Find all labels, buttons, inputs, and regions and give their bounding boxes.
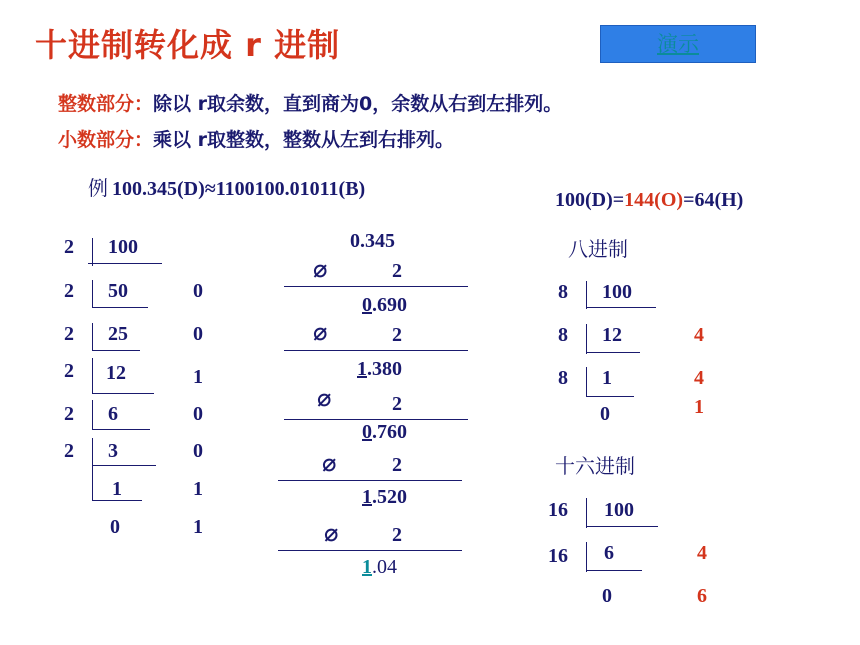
quotient: 1 bbox=[112, 478, 122, 500]
remainder: 0 bbox=[193, 440, 203, 462]
divisor: 8 bbox=[558, 324, 568, 346]
quotient: 25 bbox=[108, 323, 128, 345]
demo-button[interactable] bbox=[600, 25, 756, 63]
quotient: 100 bbox=[602, 281, 632, 303]
divisor: 2 bbox=[64, 440, 74, 462]
multiplier: 2 bbox=[392, 393, 402, 415]
remainder: 1 bbox=[193, 516, 203, 538]
remainder: 6 bbox=[697, 585, 707, 607]
multiply-icon: ⌀ bbox=[313, 318, 328, 346]
remainder: 0 bbox=[193, 403, 203, 425]
step-result: 1.04 bbox=[362, 556, 397, 578]
quotient: 100 bbox=[604, 499, 634, 521]
remainder: 1 bbox=[193, 366, 203, 388]
quotient: 12 bbox=[602, 324, 622, 346]
remainder: 0 bbox=[193, 280, 203, 302]
multiply-icon: ⌀ bbox=[313, 255, 328, 283]
multiplier: 2 bbox=[392, 524, 402, 546]
quotient: 50 bbox=[108, 280, 128, 302]
remainder: 0 bbox=[193, 323, 203, 345]
divisor: 16 bbox=[548, 499, 568, 521]
integer-rule: 整数部分：除以 r取余数，直到商为0，余数从右到左排列。 bbox=[58, 93, 563, 115]
quotient: 0 bbox=[110, 516, 120, 538]
conversion-result: 100(D)=144(O)=64(H) bbox=[555, 189, 744, 211]
multiply-icon: ⌀ bbox=[322, 449, 337, 477]
page-title: 十进制转化成 r 进制 bbox=[35, 26, 341, 64]
remainder: 4 bbox=[694, 367, 704, 389]
quotient: 100 bbox=[108, 236, 138, 258]
remainder: 1 bbox=[694, 396, 704, 418]
quotient: 3 bbox=[108, 440, 118, 462]
multiplier: 2 bbox=[392, 454, 402, 476]
divisor: 2 bbox=[64, 323, 74, 345]
step-result: 0.690 bbox=[362, 294, 407, 316]
example-line: 例 100.345(D)≈1100100.01011(B) bbox=[88, 176, 366, 200]
demo-link[interactable]: 演示 bbox=[657, 32, 699, 56]
quotient: 6 bbox=[604, 542, 614, 564]
step-result: 0.760 bbox=[362, 421, 407, 443]
divisor: 2 bbox=[64, 360, 74, 382]
quotient: 1 bbox=[602, 367, 612, 389]
multiply-icon: ⌀ bbox=[317, 384, 332, 412]
octal-label: 八进制 bbox=[568, 237, 628, 261]
quotient: 0 bbox=[602, 585, 612, 607]
divisor: 2 bbox=[64, 236, 74, 258]
divisor: 8 bbox=[558, 281, 568, 303]
multiply-icon: ⌀ bbox=[324, 519, 339, 547]
quotient: 6 bbox=[108, 403, 118, 425]
divisor: 2 bbox=[64, 403, 74, 425]
remainder: 1 bbox=[193, 478, 203, 500]
start-value: 0.345 bbox=[350, 230, 395, 252]
divisor: 16 bbox=[548, 545, 568, 567]
divisor: 2 bbox=[64, 280, 74, 302]
multiplier: 2 bbox=[392, 324, 402, 346]
multiplier: 2 bbox=[392, 260, 402, 282]
step-result: 1.520 bbox=[362, 486, 407, 508]
fraction-rule: 小数部分：乘以 r取整数，整数从左到右排列。 bbox=[58, 129, 455, 151]
remainder: 4 bbox=[694, 324, 704, 346]
quotient: 0 bbox=[600, 403, 610, 425]
step-result: 1.380 bbox=[357, 358, 402, 380]
quotient: 12 bbox=[106, 362, 126, 384]
divisor: 8 bbox=[558, 367, 568, 389]
remainder: 4 bbox=[697, 542, 707, 564]
hex-label: 十六进制 bbox=[555, 454, 635, 478]
